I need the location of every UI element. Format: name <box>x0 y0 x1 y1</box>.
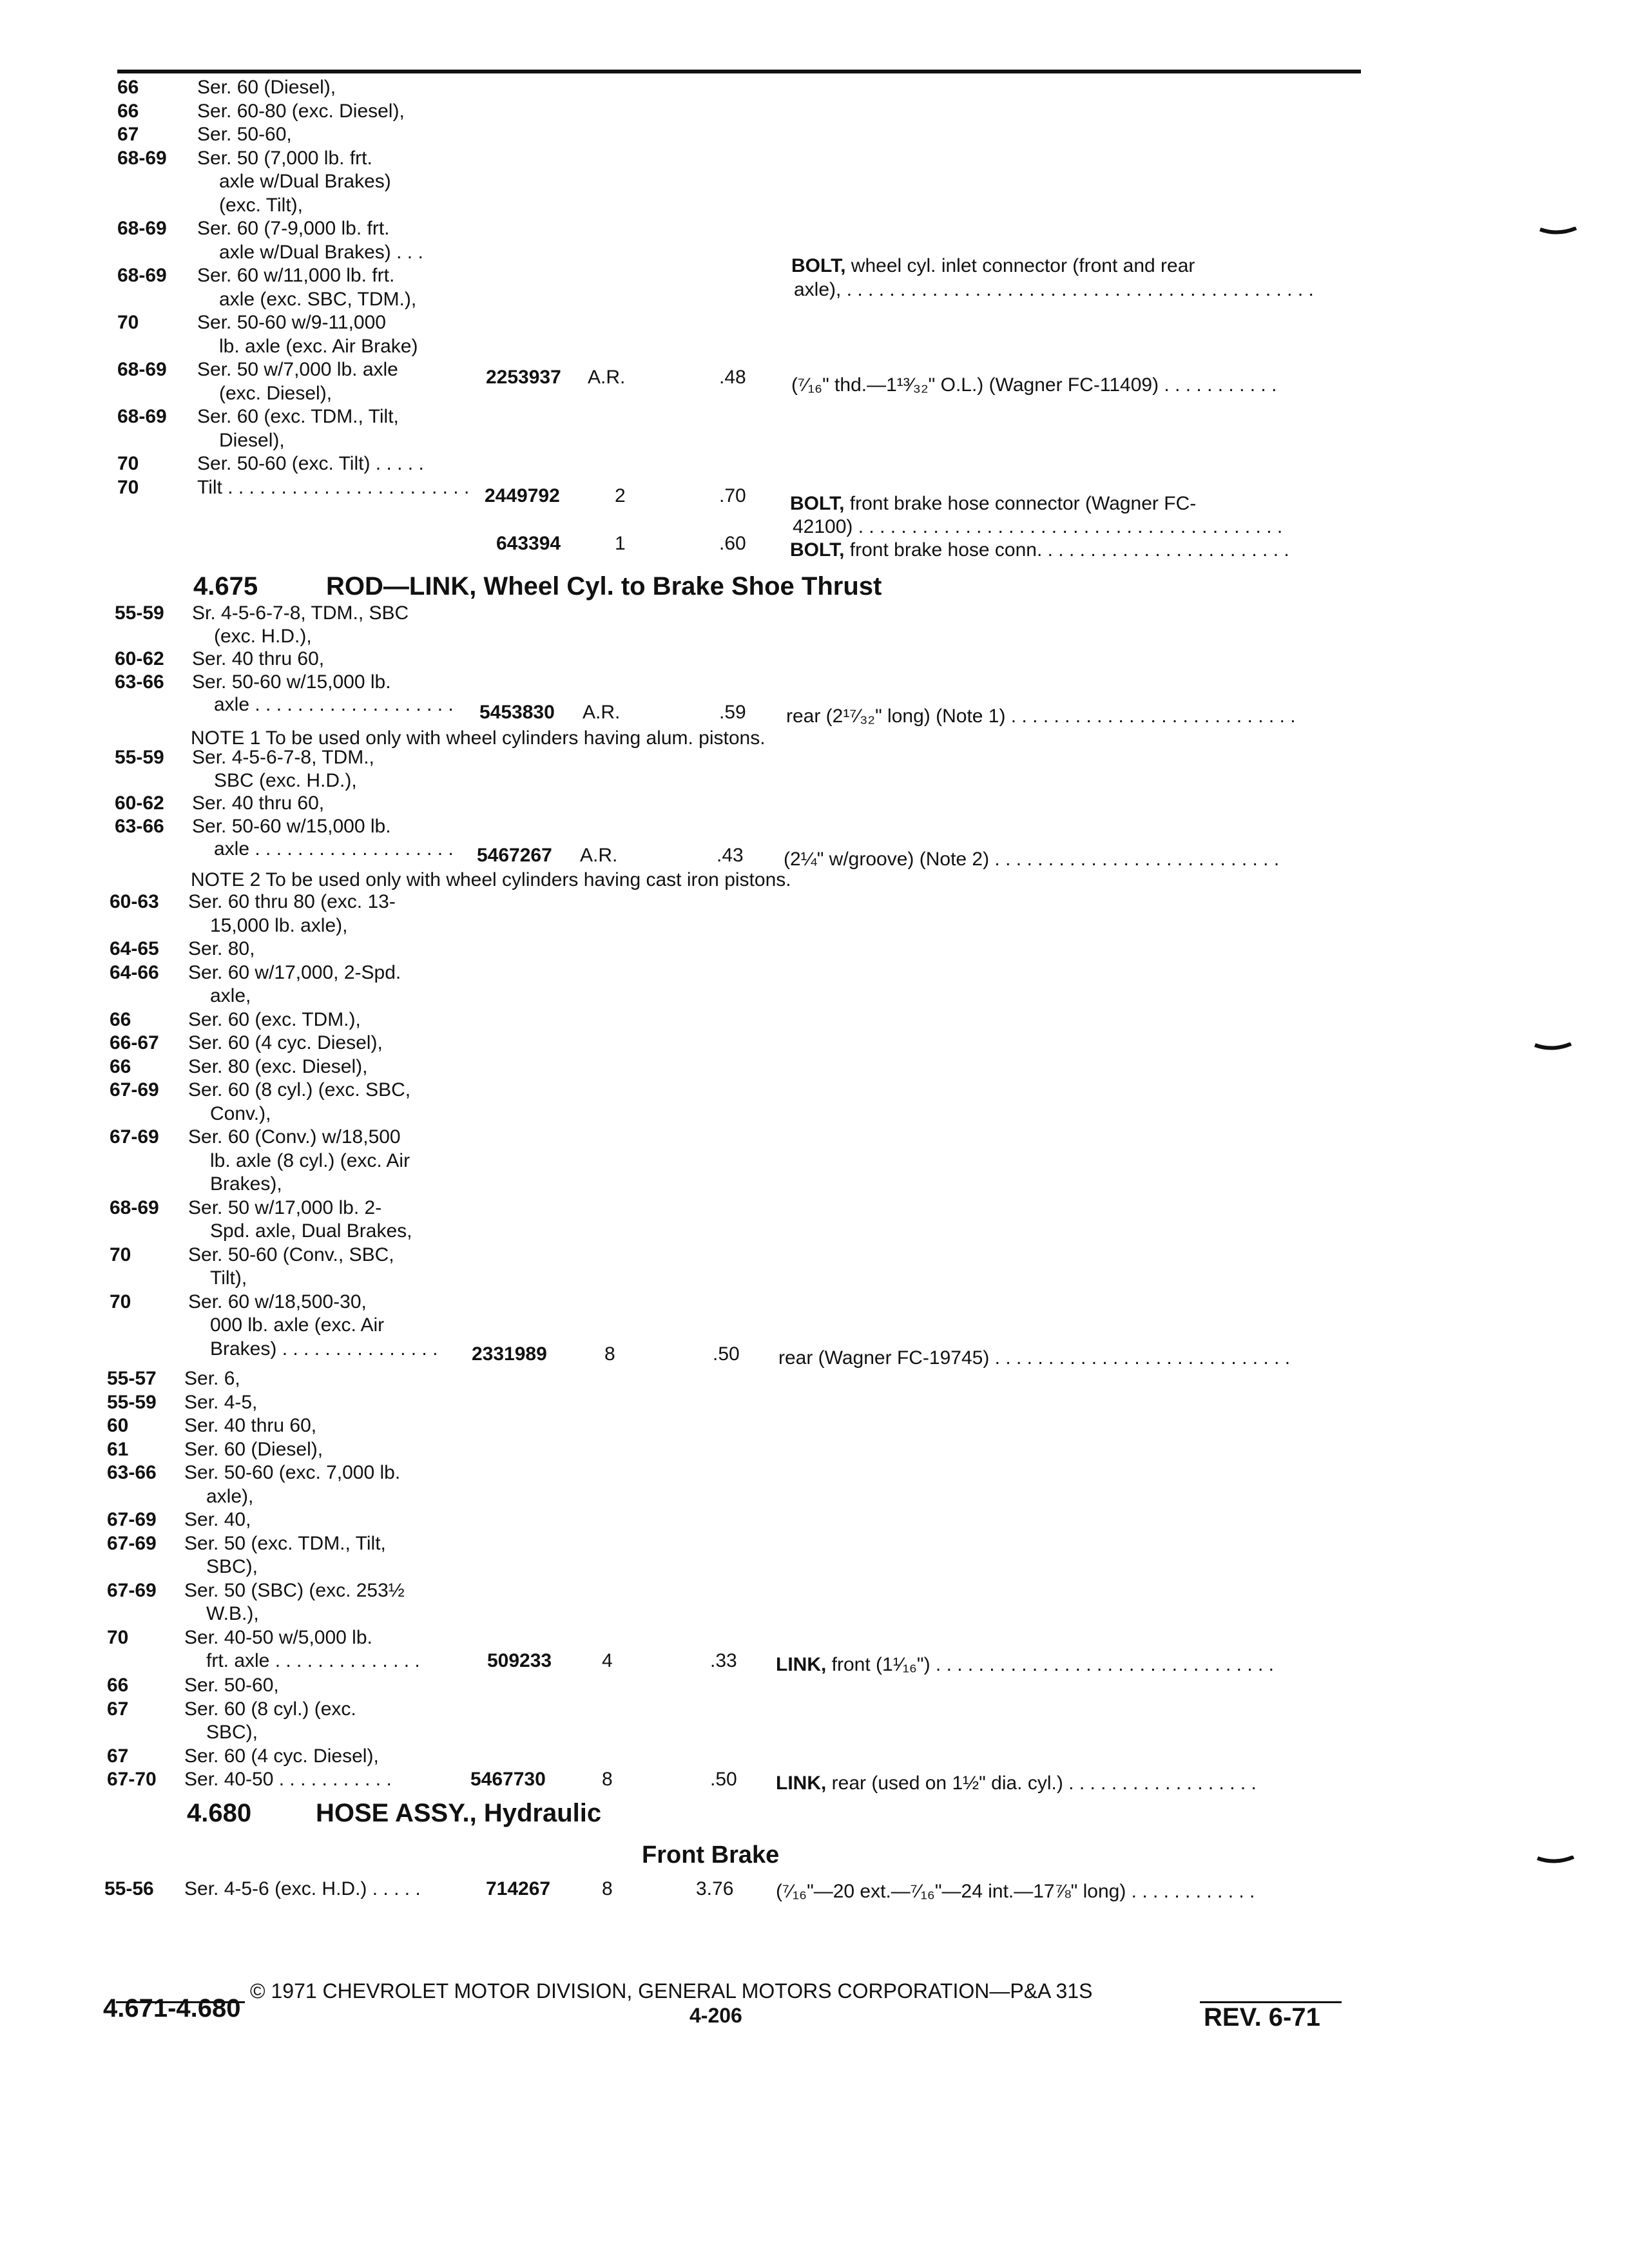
application: Ser. 50 (exc. TDM., Tilt, <box>184 1532 386 1554</box>
quantity: 8 <box>602 1878 613 1899</box>
application: Ser. 60 (8 cyl.) (exc. SBC, <box>188 1079 411 1100</box>
binding-mark <box>1539 227 1577 236</box>
year-range: 66 <box>110 1055 131 1077</box>
application: Sr. 4-5-6-7-8, TDM., SBC <box>192 602 409 624</box>
bolt-inlet-description <box>791 255 1195 278</box>
application: Ser. 40, <box>184 1509 251 1530</box>
application: lb. axle (exc. Air Brake) <box>219 335 418 357</box>
item-description: (⁷⁄₁₆"—20 ext.—⁷⁄₁₆"—24 int.—17⅞" long) . . . . . . . . . . . . <box>776 1881 1255 1902</box>
part-number: 2449792 <box>485 485 560 506</box>
part-number: 509233 <box>487 1650 552 1671</box>
note-2: NOTE 2 To be used only with wheel cylinders having cast iron pistons. <box>191 869 791 890</box>
application: 000 lb. axle (exc. Air <box>210 1314 385 1336</box>
year-range: 66 <box>117 77 139 98</box>
link-rear-description <box>776 1772 1257 1795</box>
year-range: 67-69 <box>110 1126 159 1148</box>
application: Spd. axle, Dual Brakes, <box>210 1220 412 1242</box>
application: Brakes), <box>210 1173 282 1195</box>
link-front-description <box>776 1653 1274 1677</box>
bolt-inlet-description-cont: axle), . . . . . . . . . . . . . . . . . . . . . . . . . . . . . . . . . . . . . . . . . . . . <box>794 279 1314 300</box>
application: Ser. 60 w/11,000 lb. frt. <box>197 265 395 286</box>
application: Ser. 40 thru 60, <box>184 1415 317 1436</box>
quantity: A.R. <box>588 367 626 388</box>
year-range: 67-70 <box>107 1769 157 1790</box>
application: Brakes) . . . . . . . . . . . . . . . <box>210 1338 438 1360</box>
binding-mark <box>1534 1043 1572 1052</box>
year-range: 68-69 <box>117 218 167 239</box>
year-range: 60-62 <box>115 793 164 814</box>
application: Ser. 40-50 w/5,000 lb. <box>184 1626 372 1648</box>
year-range: 70 <box>117 453 139 474</box>
year-range: 64-66 <box>110 961 159 983</box>
item-description: (2¼" w/groove) (Note 2) . . . . . . . . . . . . . . . . . . . . . . . . . . . <box>784 849 1280 870</box>
part-number: 714267 <box>486 1878 551 1899</box>
application: Ser. 40 thru 60, <box>192 648 325 669</box>
application: Ser. 60 (exc. TDM.), <box>188 1008 361 1030</box>
application: Ser. 60 (exc. TDM., Tilt, <box>197 406 399 427</box>
year-range: 66 <box>110 1008 131 1030</box>
application: (exc. H.D.), <box>214 625 312 647</box>
footer-range: 4.671-4.680 <box>103 1994 241 2023</box>
item-description: front brake hose connector (Wagner FC- <box>849 493 1197 514</box>
application: Ser. 4-5-6 (exc. H.D.) . . . . . <box>184 1878 421 1899</box>
item-type: BOLT, <box>791 255 846 276</box>
application: axle w/Dual Brakes) . . . <box>219 241 423 263</box>
year-range: 55-59 <box>107 1391 157 1413</box>
item-description: rear (used on 1½" dia. cyl.) . . . . . . . . . . . . . . . . . . <box>831 1773 1257 1794</box>
application: Diesel), <box>219 429 285 451</box>
price: .60 <box>719 533 746 554</box>
application: axle . . . . . . . . . . . . . . . . . . . <box>214 838 454 860</box>
price: .50 <box>710 1769 737 1790</box>
part-number: 2331989 <box>472 1343 547 1365</box>
section-title: HOSE ASSY., Hydraulic <box>316 1799 602 1827</box>
application: Tilt), <box>210 1267 247 1289</box>
application: Ser. 4-5, <box>184 1391 258 1413</box>
section-number: 4.675 <box>193 572 258 601</box>
year-range: 67-69 <box>107 1509 157 1530</box>
price: .43 <box>717 845 744 866</box>
application: 15,000 lb. axle), <box>210 914 348 936</box>
application: axle . . . . . . . . . . . . . . . . . . . <box>214 694 454 715</box>
item-description: wheel cyl. inlet connector (front and rear <box>851 255 1195 276</box>
year-range: 70 <box>117 476 139 498</box>
year-range: 67-69 <box>107 1532 157 1554</box>
application: axle (exc. SBC, TDM.), <box>219 288 417 310</box>
application: Ser. 40-50 . . . . . . . . . . . <box>184 1769 392 1790</box>
year-range: 55-59 <box>115 602 164 624</box>
item-type: BOLT, <box>790 539 845 561</box>
application: Ser. 60 (8 cyl.) (exc. <box>184 1698 356 1720</box>
application: Ser. 50 (7,000 lb. frt. <box>197 147 372 169</box>
application: frt. axle . . . . . . . . . . . . . . <box>206 1650 420 1671</box>
year-range: 66 <box>117 100 139 122</box>
application: Ser. 50 w/17,000 lb. 2- <box>188 1196 382 1218</box>
note-1: NOTE 1 To be used only with wheel cylinders having alum. pistons. <box>191 727 766 749</box>
footer-copyright: © 1971 CHEVROLET MOTOR DIVISION, GENERAL MOTORS CORPORATION—P&A 31S <box>250 1979 1093 2003</box>
application: axle), <box>206 1485 254 1507</box>
page-number: 4-206 <box>689 2004 742 2027</box>
application: Ser. 50-60, <box>184 1675 279 1696</box>
quantity: 1 <box>615 533 626 554</box>
part-number: 5467730 <box>470 1769 546 1790</box>
application: Ser. 60 (Conv.) w/18,500 <box>188 1126 401 1148</box>
application: Ser. 50-60 w/15,000 lb. <box>192 815 391 837</box>
application: Ser. 60 (4 cyc. Diesel), <box>188 1032 383 1053</box>
year-range: 70 <box>107 1626 129 1648</box>
application: Ser. 60 w/18,500-30, <box>188 1291 367 1312</box>
bolt-hose-description <box>790 492 1196 515</box>
application: Ser. 60 thru 80 (exc. 13- <box>188 891 396 912</box>
quantity: 2 <box>615 485 626 506</box>
year-range: 68-69 <box>117 359 167 380</box>
year-range: 67-69 <box>110 1079 159 1100</box>
year-range: 61 <box>107 1438 129 1460</box>
application: Ser. 50 (SBC) (exc. 253½ <box>184 1579 405 1601</box>
application: Ser. 4-5-6-7-8, TDM., <box>192 747 374 768</box>
price: .33 <box>710 1650 737 1671</box>
bolt-conn-description <box>790 539 1289 562</box>
application: Ser. 80, <box>188 938 255 959</box>
year-range: 67 <box>107 1698 129 1720</box>
bolt-inlet-spec: (⁷⁄₁₆" thd.—1¹³⁄₃₂" O.L.) (Wagner FC-11409) . . . . . . . . . . . <box>791 374 1277 396</box>
item-description: rear (Wagner FC-19745) . . . . . . . . . . . . . . . . . . . . . . . . . . . . <box>778 1347 1291 1369</box>
item-type: LINK, <box>776 1654 827 1675</box>
year-range: 63-66 <box>115 671 164 693</box>
year-range: 70 <box>110 1291 131 1312</box>
application: Ser. 50-60 w/9-11,000 <box>197 312 386 333</box>
year-range: 63-66 <box>115 815 164 837</box>
application: Ser. 60 (4 cyc. Diesel), <box>184 1745 379 1767</box>
item-description: rear (2¹⁷⁄₃₂" long) (Note 1) . . . . . . . . . . . . . . . . . . . . . . . . . . . <box>786 706 1296 727</box>
item-description: front (1¹⁄₁₆") . . . . . . . . . . . . . . . . . . . . . . . . . . . . . . . . <box>831 1654 1275 1675</box>
year-range: 68-69 <box>117 406 167 427</box>
part-number: 5453830 <box>479 702 555 723</box>
application: Ser. 60 (Diesel), <box>197 77 336 98</box>
price: 3.76 <box>696 1878 734 1899</box>
year-range: 55-59 <box>115 747 164 768</box>
application: Tilt . . . . . . . . . . . . . . . . . . . . . . . <box>197 476 470 498</box>
section-number: 4.680 <box>187 1799 252 1827</box>
year-range: 66-67 <box>110 1032 159 1053</box>
application: Ser. 50-60 w/15,000 lb. <box>192 671 391 693</box>
application: Ser. 50-60 (Conv., SBC, <box>188 1244 394 1265</box>
quantity: 8 <box>602 1769 613 1790</box>
application: SBC), <box>206 1722 258 1743</box>
application: SBC), <box>206 1556 258 1577</box>
year-range: 67 <box>107 1745 129 1767</box>
year-range: 66 <box>107 1675 129 1696</box>
price: .50 <box>713 1343 740 1365</box>
year-range: 60-63 <box>110 891 159 912</box>
application: axle w/Dual Brakes) <box>219 171 391 192</box>
footer-revision: REV. 6-71 <box>1204 2003 1320 2032</box>
application: Ser. 60 w/17,000, 2-Spd. <box>188 961 401 983</box>
application: lb. axle (8 cyl.) (exc. Air <box>210 1149 410 1171</box>
section-title: ROD—LINK, Wheel Cyl. to Brake Shoe Thrust <box>326 572 882 601</box>
quantity: A.R. <box>583 702 621 723</box>
application: Ser. 50-60 (exc. 7,000 lb. <box>184 1462 401 1483</box>
item-type: LINK, <box>776 1773 827 1794</box>
application: Ser. 60 (7-9,000 lb. frt. <box>197 218 390 239</box>
application: axle, <box>210 985 251 1006</box>
application: Ser. 50 w/7,000 lb. axle <box>197 359 398 380</box>
price: .48 <box>719 367 746 388</box>
application: Ser. 6, <box>184 1368 240 1389</box>
year-range: 68-69 <box>110 1196 159 1218</box>
year-range: 63-66 <box>107 1462 157 1483</box>
part-number: 643394 <box>496 533 561 554</box>
year-range: 67 <box>117 124 139 145</box>
application: Ser. 60 (Diesel), <box>184 1438 323 1460</box>
part-number: 5467267 <box>477 845 552 866</box>
item-type: BOLT, <box>790 493 845 514</box>
application: Ser. 80 (exc. Diesel), <box>188 1055 368 1077</box>
application: (exc. Diesel), <box>219 382 333 404</box>
top-rule <box>117 70 1361 73</box>
binding-mark <box>1536 1856 1575 1865</box>
bolt-hose-description-cont: 42100) . . . . . . . . . . . . . . . . . . . . . . . . . . . . . . . . . . . . . . . . <box>793 516 1283 537</box>
price: .70 <box>719 485 746 506</box>
year-range: 55-57 <box>107 1368 157 1389</box>
price: .59 <box>719 702 746 723</box>
year-range: 60-62 <box>115 648 164 669</box>
application: Ser. 60-80 (exc. Diesel), <box>197 100 405 122</box>
item-description: front brake hose conn. . . . . . . . . . . . . . . . . . . . . . . . <box>849 539 1289 561</box>
application: W.B.), <box>206 1603 259 1624</box>
application: Ser. 50-60 (exc. Tilt) . . . . . <box>197 453 424 474</box>
application: Ser. 50-60, <box>197 124 292 145</box>
year-range: 64-65 <box>110 938 159 959</box>
year-range: 67-69 <box>107 1579 157 1601</box>
year-range: 70 <box>117 312 139 333</box>
quantity: 8 <box>604 1343 615 1365</box>
year-range: 60 <box>107 1415 129 1436</box>
year-range: 70 <box>110 1244 131 1265</box>
year-range: 68-69 <box>117 265 167 286</box>
year-range: 55-56 <box>104 1878 154 1899</box>
quantity: A.R. <box>580 845 618 866</box>
subsection-title: Front Brake <box>642 1841 780 1869</box>
year-range: 68-69 <box>117 147 167 169</box>
quantity: 4 <box>602 1650 613 1671</box>
application: (exc. Tilt), <box>219 194 304 216</box>
part-number: 2253937 <box>486 367 561 388</box>
application: SBC (exc. H.D.), <box>214 769 357 791</box>
application: Ser. 40 thru 60, <box>192 793 325 814</box>
application: Conv.), <box>210 1102 271 1124</box>
